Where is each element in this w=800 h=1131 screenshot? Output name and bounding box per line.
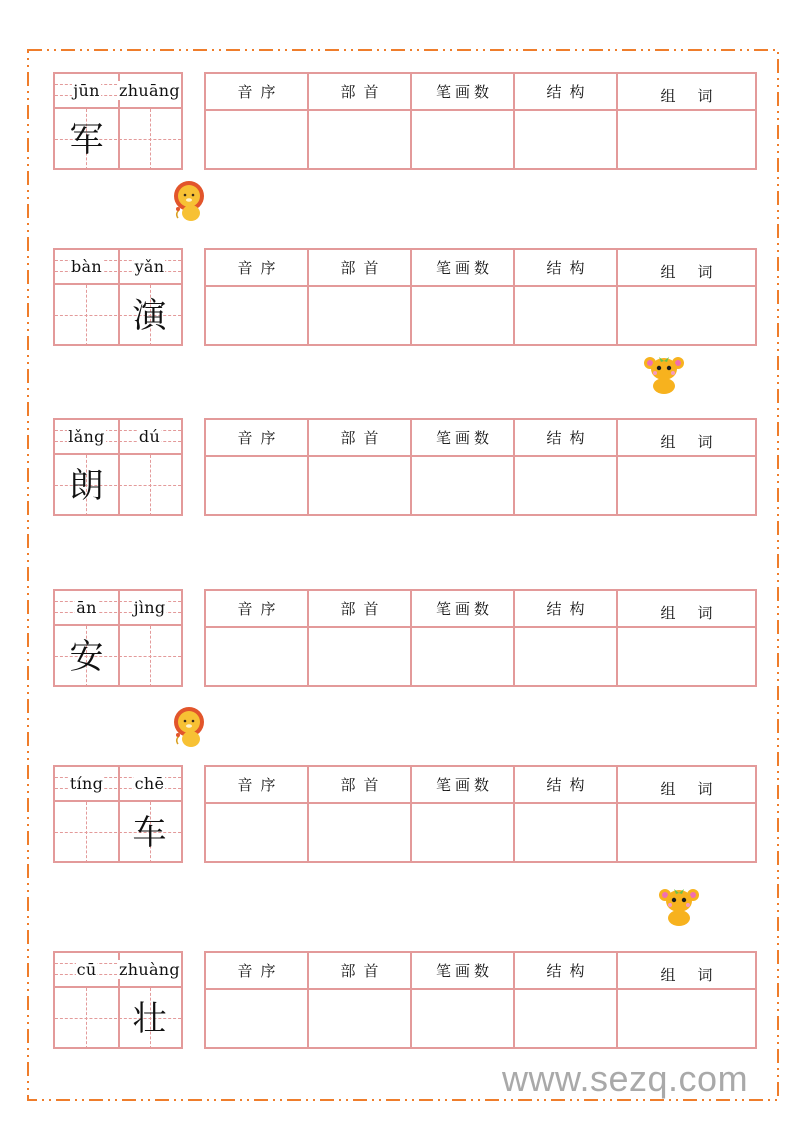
word-formation-answer-cell[interactable] bbox=[618, 628, 755, 685]
hanzi-cell-1[interactable]: 军 bbox=[69, 120, 104, 160]
character-info-table bbox=[204, 248, 757, 346]
header-stroke-count: 笔画数 bbox=[412, 953, 515, 990]
header-radical: 部首 bbox=[309, 420, 412, 457]
exercise-row bbox=[0, 589, 800, 689]
character-info-table bbox=[204, 951, 757, 1049]
hanzi-cell-2[interactable] bbox=[118, 628, 181, 687]
character-info-table bbox=[204, 72, 757, 170]
header-radical: 部首 bbox=[309, 591, 412, 628]
word-formation-answer-cell[interactable] bbox=[618, 111, 755, 168]
header-structure: 结构 bbox=[515, 767, 618, 804]
structure-answer-cell[interactable] bbox=[515, 111, 618, 168]
stroke-count-answer-cell[interactable] bbox=[412, 111, 515, 168]
header-radical: 部首 bbox=[309, 953, 412, 990]
exercise-row bbox=[0, 951, 800, 1051]
header-stroke-count: 笔画数 bbox=[412, 591, 515, 628]
exercise-row bbox=[0, 72, 800, 172]
header-sound-order: 音序 bbox=[206, 591, 309, 628]
exercise-row bbox=[0, 248, 800, 348]
pinyin-syllable-2: chē bbox=[134, 774, 165, 793]
character-info-table bbox=[204, 418, 757, 516]
hanzi-cell-1[interactable] bbox=[55, 990, 118, 1049]
pinyin-syllable-1: bàn bbox=[71, 257, 102, 276]
header-radical: 部首 bbox=[309, 767, 412, 804]
bear-icon bbox=[642, 353, 688, 399]
radical-answer-cell[interactable] bbox=[309, 457, 412, 514]
pinyin-syllable-2: zhuāng bbox=[119, 81, 180, 100]
stroke-count-answer-cell[interactable] bbox=[412, 990, 515, 1047]
hanzi-writing-grid bbox=[53, 765, 183, 863]
sound-order-answer-cell[interactable] bbox=[206, 628, 309, 685]
stroke-count-answer-cell[interactable] bbox=[412, 628, 515, 685]
header-word-formation: 组词 bbox=[618, 591, 755, 628]
pinyin-syllable-2: dú bbox=[138, 427, 161, 446]
stroke-count-answer-cell[interactable] bbox=[412, 457, 515, 514]
stroke-count-answer-cell[interactable] bbox=[412, 804, 515, 861]
sound-order-answer-cell[interactable] bbox=[206, 804, 309, 861]
hanzi-cell-1[interactable]: 朗 bbox=[69, 466, 104, 506]
word-formation-answer-cell[interactable] bbox=[618, 990, 755, 1047]
radical-answer-cell[interactable] bbox=[309, 628, 412, 685]
header-structure: 结构 bbox=[515, 591, 618, 628]
header-stroke-count: 笔画数 bbox=[412, 767, 515, 804]
structure-answer-cell[interactable] bbox=[515, 990, 618, 1047]
radical-answer-cell[interactable] bbox=[309, 111, 412, 168]
hanzi-cell-1[interactable] bbox=[55, 804, 118, 863]
sound-order-answer-cell[interactable] bbox=[206, 457, 309, 514]
header-sound-order: 音序 bbox=[206, 250, 309, 287]
header-stroke-count: 笔画数 bbox=[412, 250, 515, 287]
pinyin-syllable-2: zhuàng bbox=[119, 960, 180, 979]
header-sound-order: 音序 bbox=[206, 767, 309, 804]
hanzi-writing-grid bbox=[53, 418, 183, 516]
pinyin-syllable-2: jìng bbox=[133, 598, 166, 617]
header-word-formation: 组词 bbox=[618, 767, 755, 804]
pinyin-syllable-1: lǎng bbox=[68, 427, 105, 446]
word-formation-answer-cell[interactable] bbox=[618, 287, 755, 344]
radical-answer-cell[interactable] bbox=[309, 804, 412, 861]
sound-order-answer-cell[interactable] bbox=[206, 287, 309, 344]
page-border-frame bbox=[27, 49, 779, 1101]
hanzi-cell-2[interactable]: 车 bbox=[132, 813, 167, 853]
hanzi-cell-1[interactable] bbox=[55, 287, 118, 346]
pinyin-syllable-1: ān bbox=[76, 598, 97, 617]
header-structure: 结构 bbox=[515, 250, 618, 287]
word-formation-answer-cell[interactable] bbox=[618, 457, 755, 514]
word-formation-answer-cell[interactable] bbox=[618, 804, 755, 861]
header-word-formation: 组词 bbox=[618, 420, 755, 457]
header-word-formation: 组词 bbox=[618, 953, 755, 990]
header-stroke-count: 笔画数 bbox=[412, 74, 515, 111]
exercise-row bbox=[0, 418, 800, 518]
pinyin-syllable-1: jūn bbox=[73, 81, 100, 100]
header-structure: 结构 bbox=[515, 953, 618, 990]
header-stroke-count: 笔画数 bbox=[412, 420, 515, 457]
hanzi-cell-2[interactable]: 壮 bbox=[132, 999, 167, 1039]
sound-order-answer-cell[interactable] bbox=[206, 990, 309, 1047]
pinyin-syllable-1: tíng bbox=[69, 774, 104, 793]
structure-answer-cell[interactable] bbox=[515, 804, 618, 861]
hanzi-writing-grid bbox=[53, 951, 183, 1049]
header-structure: 结构 bbox=[515, 420, 618, 457]
exercise-row bbox=[0, 765, 800, 865]
pinyin-syllable-1: cū bbox=[76, 960, 97, 979]
header-sound-order: 音序 bbox=[206, 953, 309, 990]
hanzi-cell-2[interactable]: 演 bbox=[132, 296, 167, 336]
header-radical: 部首 bbox=[309, 250, 412, 287]
hanzi-cell-2[interactable] bbox=[118, 111, 181, 170]
pinyin-syllable-2: yǎn bbox=[134, 257, 165, 276]
character-info-table bbox=[204, 589, 757, 687]
bear-icon bbox=[657, 885, 703, 931]
watermark-text: www.sezq.com bbox=[502, 1058, 749, 1099]
structure-answer-cell[interactable] bbox=[515, 457, 618, 514]
sound-order-answer-cell[interactable] bbox=[206, 111, 309, 168]
stroke-count-answer-cell[interactable] bbox=[412, 287, 515, 344]
hanzi-writing-grid bbox=[53, 72, 183, 170]
header-sound-order: 音序 bbox=[206, 74, 309, 111]
hanzi-cell-1[interactable]: 安 bbox=[69, 637, 104, 677]
radical-answer-cell[interactable] bbox=[309, 287, 412, 344]
header-sound-order: 音序 bbox=[206, 420, 309, 457]
header-structure: 结构 bbox=[515, 74, 618, 111]
hanzi-cell-2[interactable] bbox=[118, 457, 181, 516]
lion-icon bbox=[170, 180, 208, 226]
character-info-table bbox=[204, 765, 757, 863]
structure-answer-cell[interactable] bbox=[515, 628, 618, 685]
hanzi-writing-grid bbox=[53, 248, 183, 346]
hanzi-writing-grid bbox=[53, 589, 183, 687]
header-word-formation: 组词 bbox=[618, 74, 755, 111]
header-word-formation: 组词 bbox=[618, 250, 755, 287]
lion-icon bbox=[170, 706, 208, 752]
header-radical: 部首 bbox=[309, 74, 412, 111]
structure-answer-cell[interactable] bbox=[515, 287, 618, 344]
radical-answer-cell[interactable] bbox=[309, 990, 412, 1047]
